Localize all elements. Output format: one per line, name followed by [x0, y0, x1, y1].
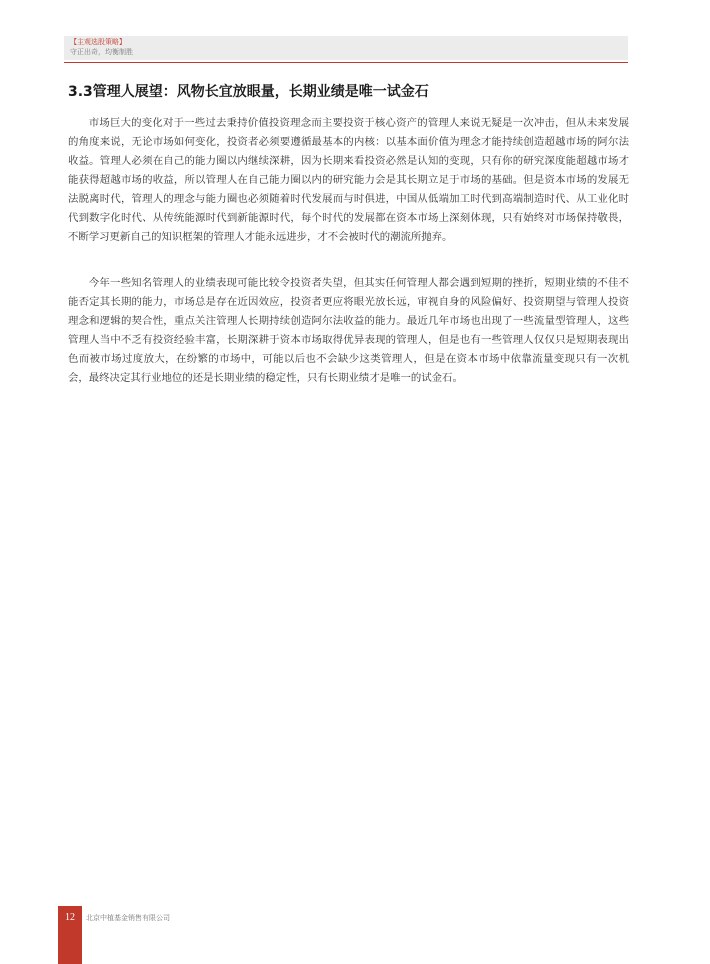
header-divider	[64, 62, 628, 63]
header-subtitle: 守正出奇，均衡制胜	[70, 48, 133, 56]
body-paragraph-1: 市场巨大的变化对于一些过去秉持价值投资理念而主要投资于核心资产的管理人来说无疑是一次冲击，但从未来发展的角度来说，无论市场如何变化，投资者必须要遵循最基本的内核：以基本面价值为理念才能持续创造超越市场的阿尔法收益。管理人必须在自己的能力圈以内继续深耕，因为长期来看投资必然是认知的变现，只有你的研究深度能超越市场才能获得超越市场的收益，所以管理人在自己能力圈以内的研究能力会是其长期立足于市场的基础。但是资本市场的发展无法脱离时代，管理人的理念与能力圈也必须随着时代发展而与时俱进，中国从低端加工时代到高端制造时代、从工业化时代到数字化时代、从传统能源时代到新能源时代，每个时代的发展都在资本市场上深刻体现，只有始终对市场保持敬畏，不断学习更新自己的知识框架的管理人才能永远进步，才不会被时代的潮流所抛弃。	[68, 117, 629, 243]
body-paragraph-2: 今年一些知名管理人的业绩表现可能比较令投资者失望，但其实任何管理人都会遇到短期的挫折，短期业绩的不佳不能否定其长期的能力，市场总是存在近因效应，投资者更应将眼光放长远，审视自身的风险偏好、投资期望与管理人投资理念和逻辑的契合性，重点关注管理人长期持续创造阿尔法收益的能力。最近几年市场也出现了一些流量型管理人，这些管理人当中不乏有投资经验丰富，长期深耕于资本市场取得优异表现的管理人，但是也有一些管理人仅仅只是短期表现出色而被市场过度放大，在纷繁的市场中，可能以后也不会缺少这类管理人，但是在资本市场中依靠流量变现只有一次机会，最终决定其行业地位的还是长期业绩的稳定性，只有长期业绩才是唯一的试金石。	[68, 277, 629, 384]
header-band	[64, 36, 628, 60]
header-tag: 【主观选股策略】	[70, 38, 126, 46]
section-title: 3.3管理人展望：风物长宜放眼量，长期业绩是唯一试金石	[68, 84, 429, 100]
footer-company-name: 北京中植基金销售有限公司	[86, 914, 170, 922]
page-number: 12	[65, 912, 75, 923]
